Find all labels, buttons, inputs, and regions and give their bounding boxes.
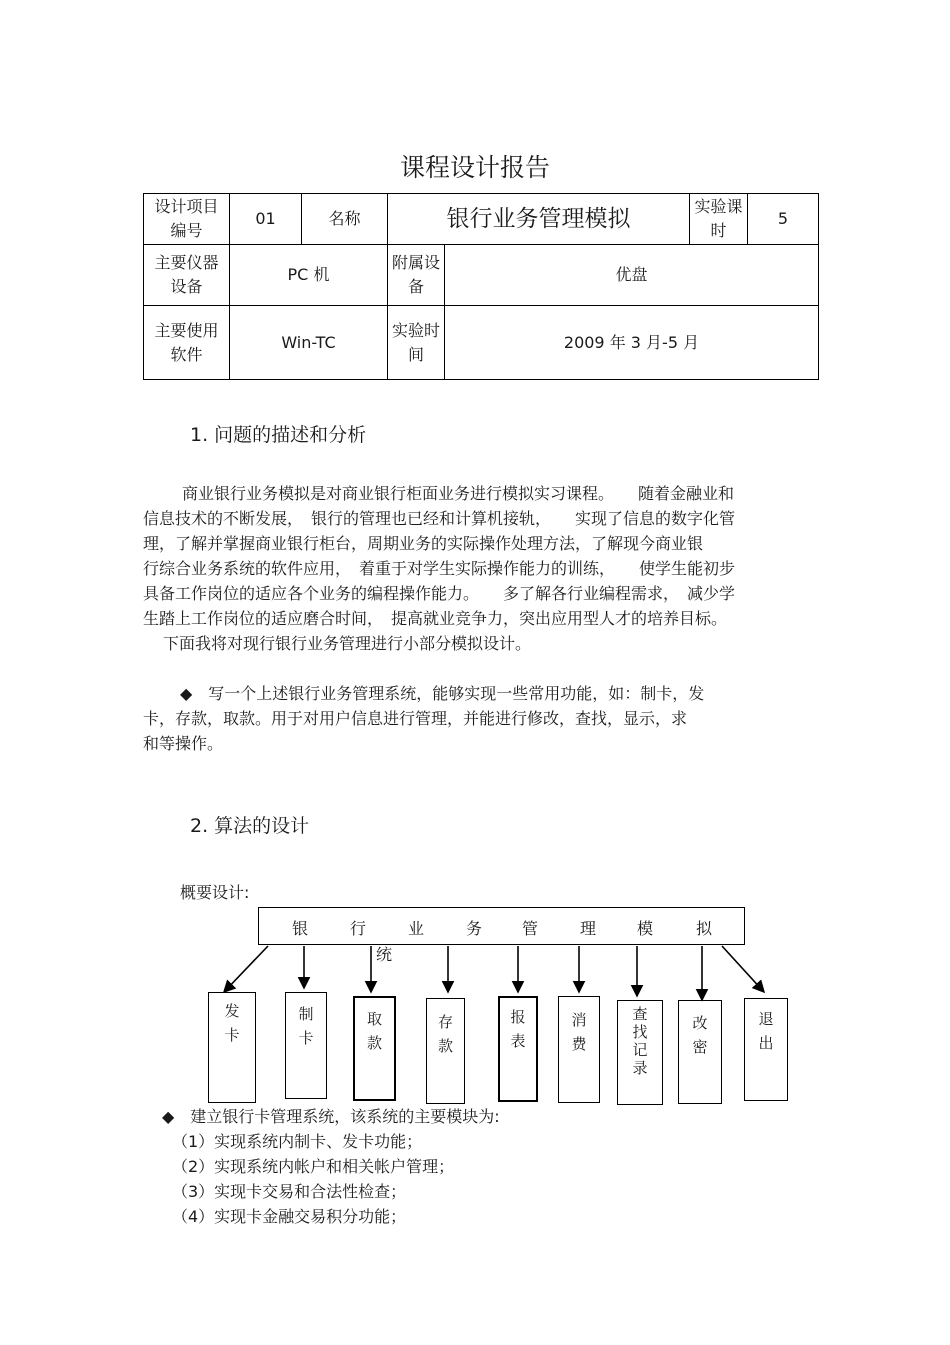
module-label: 取款 — [366, 1010, 382, 1052]
value-accessory: 优盘 — [445, 245, 819, 306]
system-char: 拟 — [696, 919, 713, 938]
module-label: 退出 — [758, 1010, 774, 1052]
list-item: （2）实现系统内帐户和相关帐户管理； — [172, 1157, 455, 1176]
module-box — [678, 1000, 722, 1104]
module-box — [426, 998, 465, 1104]
system-char: 银 — [292, 919, 309, 938]
module-box — [285, 992, 327, 1099]
value-software: Win-TC — [230, 306, 388, 380]
module-label: 存款 — [437, 1013, 453, 1055]
arrow-tui-chu — [722, 946, 764, 992]
value-equipment: PC 机 — [230, 245, 388, 306]
label-class-hours: 实验课时 — [690, 194, 748, 245]
label-time: 实验时间 — [388, 306, 445, 380]
system-char: 模 — [637, 919, 654, 938]
module-label: 消费 — [571, 1011, 587, 1053]
module-box — [744, 998, 788, 1101]
system-char: 行 — [350, 919, 367, 938]
bullet-line: ◆ 写一个上述银行业务管理系统，能够实现一些常用功能，如：制卡，发 — [180, 684, 705, 703]
modules-intro: ◆ 建立银行卡管理系统，该系统的主要模块为: — [162, 1107, 500, 1126]
label-software: 主要使用软件 — [144, 306, 230, 380]
section2-heading: 2. 算法的设计 — [190, 815, 310, 837]
label-accessory: 附属设备 — [388, 245, 445, 306]
para-line: 信息技术的不断发展， 银行的管理也已经和计算机接轨， 实现了信息的数字化管 — [143, 509, 736, 528]
system-char: 管 — [522, 919, 539, 938]
module-label: 查找记录 — [632, 1005, 648, 1077]
value-project-number: 01 — [230, 194, 302, 245]
system-char: 业 — [408, 919, 425, 938]
section1-heading: 1. 问题的描述和分析 — [190, 424, 367, 446]
bullet-line: 卡，存款，取款。用于对用户信息进行管理，并能进行修改，查找，显示，求 — [143, 709, 688, 728]
para-line: 生踏上工作岗位的适应磨合时间， 提高就业竞争力，突出应用型人才的培养目标。 — [143, 609, 728, 628]
para-line: 行综合业务系统的软件应用， 着重于对学生实际操作能力的训练， 使学生能初步 — [143, 559, 736, 578]
list-item: （3）实现卡交易和合法性检查； — [172, 1182, 407, 1201]
module-box — [498, 996, 538, 1102]
system-char: 务 — [466, 919, 483, 938]
para-line: 商业银行业务模拟是对商业银行柜面业务进行模拟实习课程。 随着金融业和 — [182, 484, 735, 503]
module-box — [617, 1000, 663, 1105]
module-label: 发卡 — [224, 1002, 240, 1044]
module-label: 改密 — [692, 1014, 708, 1056]
value-class-hours: 5 — [748, 194, 819, 245]
system-char: 统 — [376, 945, 393, 964]
module-box — [208, 992, 256, 1103]
value-time: 2009 年 3 月-5 月 — [445, 306, 819, 380]
module-label: 制卡 — [298, 1005, 314, 1047]
label-name: 名称 — [302, 194, 388, 245]
list-item: （4）实现卡金融交易积分功能； — [172, 1207, 407, 1226]
module-box — [558, 996, 600, 1103]
overview-label: 概要设计: — [180, 883, 250, 902]
para-line: 具备工作岗位的适应各个业务的编程操作能力。 多了解各行业编程需求， 减少学 — [143, 584, 736, 603]
system-char: 理 — [580, 919, 597, 938]
label-equipment: 主要仪器设备 — [144, 245, 230, 306]
page-title: 课程设计报告 — [399, 153, 550, 182]
para-line: 下面我将对现行银行业务管理进行小部分模拟设计。 — [163, 634, 532, 653]
module-label: 报表 — [510, 1008, 526, 1050]
label-project-number: 设计项目编号 — [144, 194, 230, 245]
arrow-fa-ka — [224, 946, 268, 992]
para-line: 理，了解并掌握商业银行柜台，周期业务的实际操作处理方法，了解现今商业银 — [143, 534, 704, 553]
bullet-line: 和等操作。 — [143, 734, 224, 753]
list-item: （1）实现系统内制卡、发卡功能； — [172, 1132, 423, 1151]
value-name: 银行业务管理模拟 — [388, 194, 690, 245]
module-box — [353, 996, 396, 1101]
